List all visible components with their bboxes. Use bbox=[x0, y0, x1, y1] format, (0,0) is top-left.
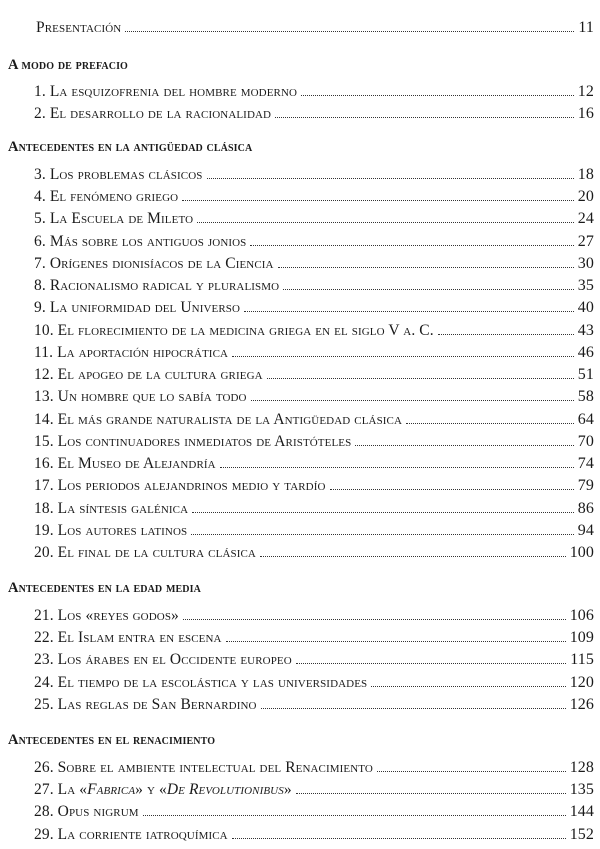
toc-entry-number: 18. bbox=[34, 500, 54, 517]
toc-entry-title: La Escuela de Mileto bbox=[49, 210, 194, 227]
toc-entry[interactable] bbox=[34, 184, 594, 206]
toc-entry-number: 22. bbox=[34, 629, 54, 646]
toc-entry-number: 19. bbox=[34, 522, 54, 539]
toc-entry-page: 79 bbox=[577, 477, 594, 494]
toc-entry-number: 17. bbox=[34, 477, 54, 494]
dot-leader bbox=[183, 619, 566, 620]
toc-entry-title: La esquizofrenia del hombre moderno bbox=[49, 83, 298, 100]
toc-entry[interactable] bbox=[34, 625, 594, 647]
toc-entry[interactable] bbox=[34, 777, 594, 799]
dot-leader bbox=[438, 334, 574, 335]
toc-entry-number: 23. bbox=[34, 651, 54, 668]
toc-entry-page: 58 bbox=[577, 388, 594, 405]
toc-entry[interactable] bbox=[34, 822, 594, 844]
dot-leader bbox=[275, 117, 574, 118]
toc-entry-page: 152 bbox=[569, 826, 594, 843]
toc-entry-page: 86 bbox=[577, 500, 594, 517]
toc-entry-page: 64 bbox=[577, 411, 594, 428]
toc-entry[interactable] bbox=[34, 799, 594, 821]
toc-entry-number: 25. bbox=[34, 696, 54, 713]
toc-entry-number: 3. bbox=[34, 166, 46, 183]
dot-leader bbox=[226, 641, 566, 642]
toc-entry[interactable] bbox=[34, 362, 594, 384]
toc-entry-number: 15. bbox=[34, 433, 54, 450]
toc-entry-page: 51 bbox=[577, 366, 594, 383]
dot-leader bbox=[296, 793, 566, 794]
toc-entry-title: Sobre el ambiente intelectual del Renacimiento bbox=[57, 759, 373, 776]
toc-entry[interactable] bbox=[34, 473, 594, 495]
toc-entry-title: La uniformidad del Universo bbox=[49, 299, 241, 316]
dot-leader bbox=[371, 686, 565, 687]
toc-entry-title: Los autores latinos bbox=[57, 522, 188, 539]
toc-entry[interactable] bbox=[34, 384, 594, 406]
dot-leader bbox=[220, 467, 574, 468]
section-heading: Antecedentes en la edad media bbox=[8, 580, 201, 596]
toc-entry-page: 115 bbox=[570, 651, 594, 668]
dot-leader bbox=[232, 838, 566, 839]
toc-entry-title: El desarrollo de la racionalidad bbox=[49, 105, 272, 122]
toc-entry[interactable] bbox=[34, 101, 594, 123]
toc-entry-number: 1. bbox=[34, 83, 46, 100]
toc-entry-page: 20 bbox=[577, 188, 594, 205]
toc-entry-title: Los «reyes godos» bbox=[57, 607, 179, 624]
toc-entry[interactable] bbox=[34, 295, 594, 317]
dot-leader bbox=[125, 31, 574, 32]
toc-entry-number: 12. bbox=[34, 366, 54, 383]
section-heading: Antecedentes en la antigüedad clásica bbox=[8, 139, 253, 155]
toc-entry-title: Un hombre que lo sabía todo bbox=[57, 388, 247, 405]
toc-entry-title: El más grande naturalista de la Antigüedad clásica bbox=[57, 411, 403, 428]
toc-entry-page: 70 bbox=[577, 433, 594, 450]
dot-leader bbox=[244, 311, 574, 312]
dot-leader bbox=[192, 512, 574, 513]
toc-entry-number: 21. bbox=[34, 607, 54, 624]
toc-entry-title: Racionalismo radical y pluralismo bbox=[49, 277, 280, 294]
toc-entry-title: Orígenes dionisíacos de la Ciencia bbox=[49, 255, 274, 272]
toc-entry[interactable] bbox=[34, 603, 594, 625]
toc-entry[interactable] bbox=[34, 251, 594, 273]
toc-entry-number: 27. bbox=[34, 781, 54, 798]
toc-entry-page: 24 bbox=[577, 210, 594, 227]
toc-entry[interactable] bbox=[34, 692, 594, 714]
toc-entry[interactable] bbox=[34, 229, 594, 251]
toc-entry[interactable] bbox=[34, 429, 594, 451]
dot-leader bbox=[232, 356, 574, 357]
dot-leader bbox=[143, 815, 566, 816]
toc-entry-page: 144 bbox=[569, 803, 594, 820]
section-heading: A modo de prefacio bbox=[8, 57, 128, 73]
toc-entry-title: Las reglas de San Bernardino bbox=[57, 696, 257, 713]
toc-entry-number: 5. bbox=[34, 210, 46, 227]
toc-entry-title: Más sobre los antiguos jonios bbox=[49, 233, 247, 250]
toc-entry-title: El Museo de Alejandría bbox=[57, 455, 216, 472]
dot-leader bbox=[191, 534, 574, 535]
toc-entry-title: La «Fabrica» y «De Revolutionibus» bbox=[57, 781, 292, 798]
toc-entry-title: El apogeo de la cultura griega bbox=[57, 366, 263, 383]
toc-entry[interactable] bbox=[34, 407, 594, 429]
toc-entry-number: 29. bbox=[34, 826, 54, 843]
dot-leader bbox=[377, 771, 566, 772]
toc-entry-page: 94 bbox=[577, 522, 594, 539]
toc-entry-page: 16 bbox=[577, 105, 594, 122]
toc-entry-title: Los periodos alejandrinos medio y tardío bbox=[57, 477, 326, 494]
toc-entry[interactable] bbox=[34, 79, 594, 101]
toc-entry-title: La síntesis galénica bbox=[57, 500, 189, 517]
toc-entry[interactable] bbox=[34, 670, 594, 692]
toc-entry-page: 30 bbox=[577, 255, 594, 272]
toc-entry-title: El Islam entra en escena bbox=[57, 629, 222, 646]
toc-entry-title: Presentación bbox=[36, 19, 122, 36]
toc-entry-number: 10. bbox=[34, 322, 54, 339]
toc-entry-title: Los problemas clásicos bbox=[49, 166, 203, 183]
toc-entry-page: 135 bbox=[569, 781, 594, 798]
toc-entry[interactable] bbox=[34, 755, 594, 777]
dot-leader bbox=[250, 245, 573, 246]
toc-entry-number: 9. bbox=[34, 299, 46, 316]
toc-entry[interactable] bbox=[34, 273, 594, 295]
toc-entry-page: 35 bbox=[577, 277, 594, 294]
dot-leader bbox=[251, 400, 574, 401]
toc-entry-title: El tiempo de la escolástica y las universidades bbox=[57, 674, 368, 691]
toc-entry-page: 120 bbox=[569, 674, 594, 691]
toc-entry-number: 20. bbox=[34, 544, 54, 561]
toc-entry-number: 14. bbox=[34, 411, 54, 428]
toc-entry-page: 40 bbox=[577, 299, 594, 316]
toc-entry-title: Los continuadores inmediatos de Aristóteles bbox=[57, 433, 352, 450]
toc-entry-number: 28. bbox=[34, 803, 54, 820]
toc-entry-number: 16. bbox=[34, 455, 54, 472]
toc-entry[interactable] bbox=[34, 518, 594, 540]
toc-entry-page: 109 bbox=[569, 629, 594, 646]
toc-entry-page: 27 bbox=[577, 233, 594, 250]
toc-entry[interactable] bbox=[34, 647, 594, 669]
dot-leader bbox=[278, 267, 574, 268]
toc-entry-page: 126 bbox=[569, 696, 594, 713]
toc-entry-number: 6. bbox=[34, 233, 46, 250]
toc-entry-number: 13. bbox=[34, 388, 54, 405]
toc-entry-page: 18 bbox=[577, 166, 594, 183]
toc-entry-number: 11. bbox=[34, 344, 54, 361]
toc-entry-page: 12 bbox=[577, 83, 594, 100]
toc-entry[interactable] bbox=[34, 496, 594, 518]
toc-entry-page: 46 bbox=[577, 344, 594, 361]
toc-entry-page: 128 bbox=[569, 759, 594, 776]
toc-entry-page: 11 bbox=[578, 19, 594, 36]
toc-entry-title: El florecimiento de la medicina griega en el siglo V a. C. bbox=[57, 322, 434, 339]
dot-leader bbox=[267, 378, 574, 379]
toc-entry-number: 8. bbox=[34, 277, 46, 294]
toc-entry-page: 106 bbox=[569, 607, 594, 624]
dot-leader bbox=[296, 663, 567, 664]
toc-entry-number: 7. bbox=[34, 255, 46, 272]
dot-leader bbox=[355, 445, 573, 446]
dot-leader bbox=[207, 178, 574, 179]
toc-entry-number: 26. bbox=[34, 759, 54, 776]
dot-leader bbox=[182, 200, 574, 201]
toc-entry-title: La corriente iatroquímica bbox=[57, 826, 228, 843]
toc-entry-number: 4. bbox=[34, 188, 46, 205]
toc-entry-title: Opus nigrum bbox=[57, 803, 139, 820]
dot-leader bbox=[406, 423, 574, 424]
dot-leader bbox=[197, 222, 574, 223]
dot-leader bbox=[330, 489, 574, 490]
toc-entry-title: El final de la cultura clásica bbox=[57, 544, 256, 561]
toc-entry[interactable] bbox=[34, 340, 594, 362]
dot-leader bbox=[301, 95, 574, 96]
toc-entry[interactable] bbox=[34, 162, 594, 184]
dot-leader bbox=[260, 556, 566, 557]
toc-entry[interactable] bbox=[34, 206, 594, 228]
toc-entry-page: 74 bbox=[577, 455, 594, 472]
dot-leader bbox=[261, 708, 566, 709]
toc-entry-title: Los árabes en el Occidente europeo bbox=[57, 651, 292, 668]
toc-entry[interactable] bbox=[34, 540, 594, 562]
toc-entry-number: 24. bbox=[34, 674, 54, 691]
toc-entry[interactable] bbox=[34, 318, 594, 340]
toc-entry-page: 100 bbox=[569, 544, 594, 561]
dot-leader bbox=[283, 289, 574, 290]
toc-entry-page: 43 bbox=[577, 322, 594, 339]
toc-entry[interactable] bbox=[34, 451, 594, 473]
section-heading: Antecedentes en el renacimiento bbox=[8, 732, 216, 748]
toc-entry-number: 2. bbox=[34, 105, 46, 122]
toc-entry-title: El fenómeno griego bbox=[49, 188, 179, 205]
toc-entry-title: La aportación hipocrática bbox=[57, 344, 229, 361]
toc-entry-presentacion[interactable] bbox=[36, 15, 594, 37]
